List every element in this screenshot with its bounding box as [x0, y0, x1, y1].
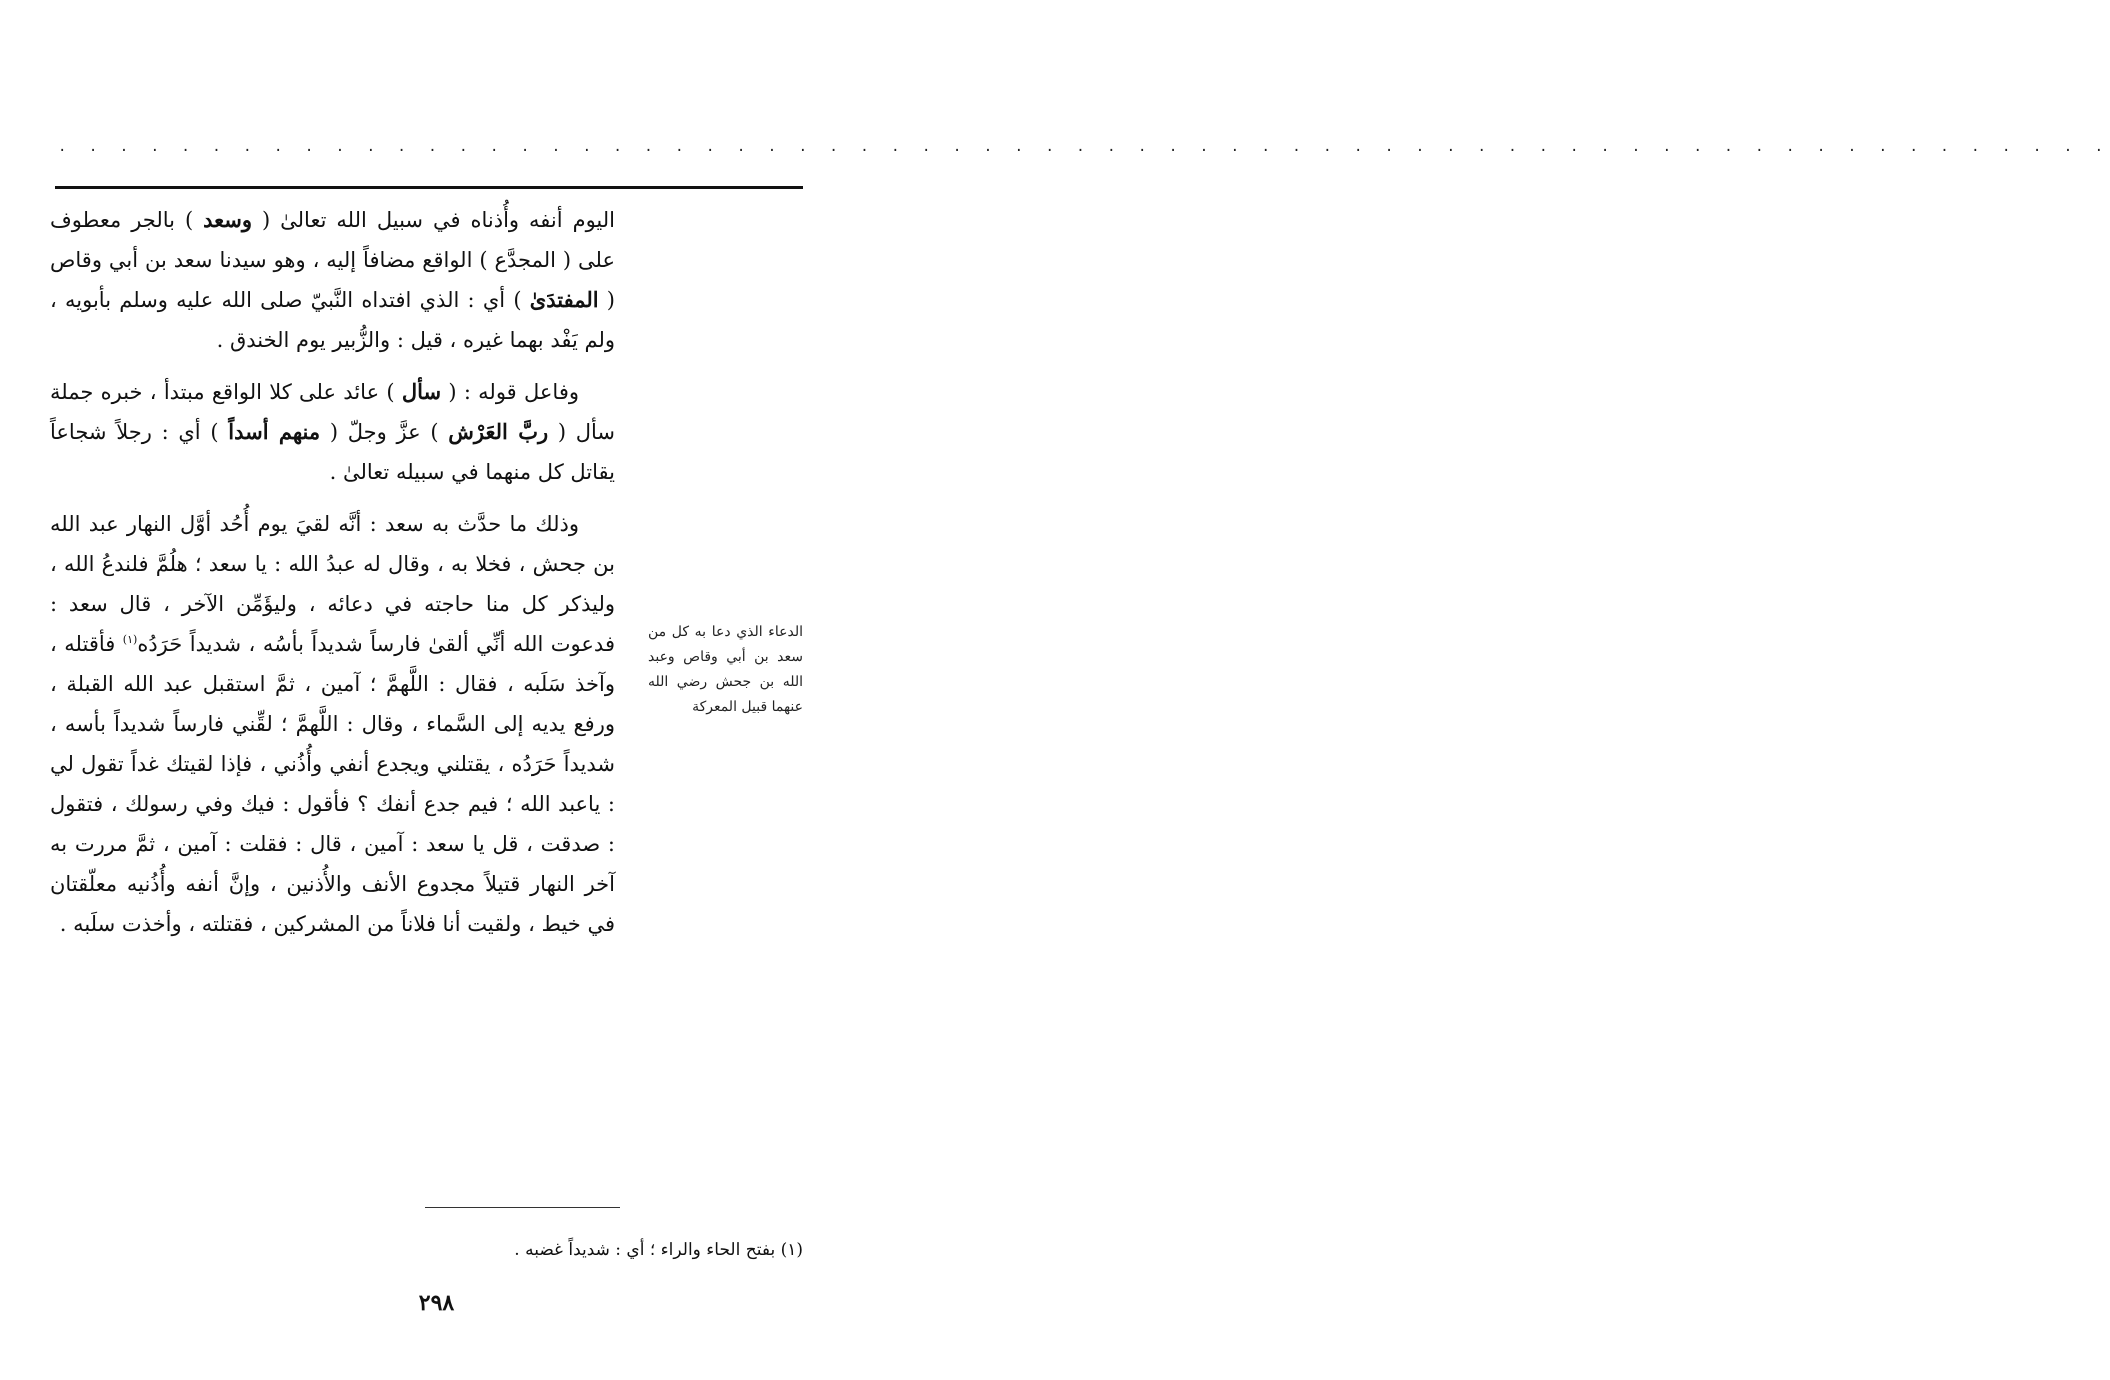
page-number: ٢٩٨: [418, 1290, 455, 1316]
text-span: وفاعل قوله : (: [441, 380, 580, 404]
bold-term: ربَّ العَرْش: [448, 419, 549, 444]
header-rule: [55, 186, 803, 189]
dotted-separator: . . . . . . . . . . . . . . . . . . . . . . . . . . . . . . . . . . . . . . . . . . . . . . . . . . . . . . . . . . . . . . . . . . .: [58, 139, 2110, 155]
text-span: ) بالجر معطوف على ( المجدَّع ) الواقع مضافاً إليه ، وهو سيدنا سعد بن أبي وقاص (: [50, 208, 616, 312]
main-text: [50, 200, 615, 956]
paragraph-2: [50, 372, 615, 492]
footnote-rule: [425, 1207, 620, 1208]
margin-note: الدعاء الذي دعا به كل من سعد بن أبي وقاص وعبد الله بن جحش رضي الله عنهما قبيل المعركة: [648, 624, 803, 715]
text-span: اليوم أنفه وأُذناه في سبيل الله تعالىٰ (: [252, 208, 615, 232]
text-span: ) عائد على كلا الواقع مبتدأ ، خبره جملة سأل (: [50, 380, 616, 444]
bold-term: منهم أسداً: [228, 419, 321, 444]
bold-term: المفتدَىٰ: [529, 287, 599, 312]
bold-term: وسعد: [203, 207, 253, 232]
bold-term: سأل: [401, 379, 442, 404]
paragraph-1: [50, 200, 615, 360]
text-span: فأقتله ، وآخذ سَلَبه ، فقال : اللَّهمَّ ؛ آمين ، ثمَّ استقبل عبد الله القبلة ، ورفع يديه إلى السَّماء ، وقال : اللَّهمَّ ؛ لقِّني فارساً شديداً بأسه ، شديداً حَرَدُه ، يقتلني ويجدع أنفي وأُذُني ، فإذا لقيتك غداً تقول لي : ياعبد الله ؛ فيم جدع أنفك ؟ فأقول : فيك وفي رسولك ، فتقول : صدقت ، قل يا سعد : آمين ، قال : فقلت : آمين ، ثمَّ مررت به آخر النهار قتيلاً مجدوع الأنف والأُذنين ، وإنَّ أنفه وأُذُنيه معلّقتان في خيط ، ولقيت أنا فلاناً من المشركين ، فقتلته ، وأخذت سلَبه .: [50, 632, 615, 936]
text-span: ) عزَّ وجلّ (: [320, 420, 449, 444]
text-span: ) أي : الذي افتداه النَّبيّ صلى الله عليه وسلم بأبويه ، ولم يَفْد بهما غيره ، قيل : والزُّبير يوم الخندق .: [50, 288, 615, 352]
text-span: وذلك ما حدَّث به سعد : أنَّه لقيَ يوم أُحُد أوَّل النهار عبد الله بن جحش ، فخلا به ، وقال له عبدُ الله : يا سعد ؛ هلُمَّ فلندعُ الله ، وليذكر كل منا حاجته في دعائه ، وليؤَمِّن الآخر ، قال سعد : فدعوت الله أنِّي ألقىٰ فارساً شديداً بأسُه ، شديداً حَرَدُه: [50, 512, 615, 656]
paragraph-3: [50, 504, 615, 944]
text-span: ) أي : رجلاً شجاعاً يقاتل كل منهما في سبيله تعالىٰ .: [50, 420, 615, 484]
footnote: (١) بفتح الحاء والراء ؛ أي : شديداً غضبه .: [514, 1240, 803, 1260]
footnote-marker: (١): [122, 633, 138, 646]
